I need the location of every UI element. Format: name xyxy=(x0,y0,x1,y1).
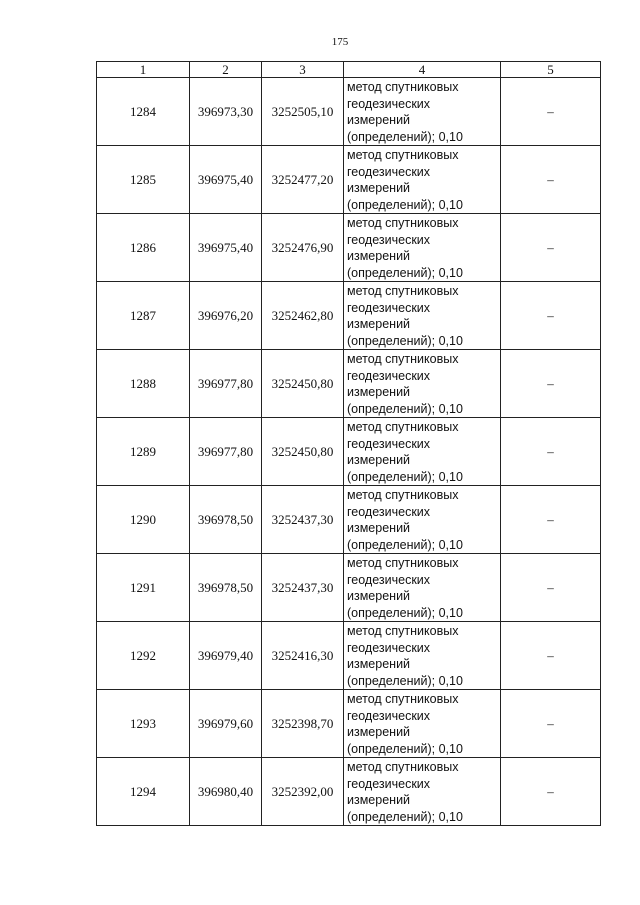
method-text-line: метод спутниковых xyxy=(347,556,459,570)
y-coordinate-cell: 3252398,70 xyxy=(262,690,344,758)
column-header-1: 1 xyxy=(97,62,190,78)
method-text-line: метод спутниковых xyxy=(347,488,459,502)
method-cell xyxy=(344,690,501,758)
method-text-line: метод спутниковых xyxy=(347,80,459,94)
note-cell: – xyxy=(501,486,601,554)
coordinates-table xyxy=(96,61,601,826)
method-text-line: измерений xyxy=(347,249,411,263)
method-cell xyxy=(344,418,501,486)
point-number-cell: 1288 xyxy=(97,350,190,418)
method-text-line: (определений); 0,10 xyxy=(347,401,463,416)
method-text-line: метод спутниковых xyxy=(347,352,459,366)
method-text-line: (определений); 0,10 xyxy=(347,265,463,280)
page-number: 175 xyxy=(331,36,349,48)
method-text-line: геодезических xyxy=(347,232,431,247)
method-text-line: измерений xyxy=(347,521,411,535)
y-coordinate-cell: 3252505,10 xyxy=(262,78,344,146)
y-coordinate-cell: 3252462,80 xyxy=(262,282,344,350)
method-cell xyxy=(344,486,501,554)
point-number-cell: 1292 xyxy=(97,622,190,690)
method-text-line: измерений xyxy=(347,589,411,603)
y-coordinate-cell: 3252477,20 xyxy=(262,146,344,214)
note-cell: – xyxy=(501,350,601,418)
x-coordinate-cell: 396973,30 xyxy=(190,78,262,146)
table-row xyxy=(97,690,601,758)
y-coordinate-cell: 3252437,30 xyxy=(262,486,344,554)
table-row xyxy=(97,486,601,554)
x-coordinate-cell: 396978,50 xyxy=(190,486,262,554)
point-number-cell: 1289 xyxy=(97,418,190,486)
point-number-cell: 1287 xyxy=(97,282,190,350)
table-header-row xyxy=(97,62,601,78)
method-cell xyxy=(344,758,501,826)
method-text-line: измерений xyxy=(347,453,411,467)
point-number-cell: 1291 xyxy=(97,554,190,622)
method-cell xyxy=(344,554,501,622)
method-text-line: измерений xyxy=(347,385,411,399)
column-header-2: 2 xyxy=(190,62,262,78)
method-text-line: (определений); 0,10 xyxy=(347,333,463,348)
table-row xyxy=(97,418,601,486)
note-cell: – xyxy=(501,214,601,282)
method-cell xyxy=(344,622,501,690)
column-header-5: 5 xyxy=(501,62,601,78)
table-row xyxy=(97,214,601,282)
table-row xyxy=(97,554,601,622)
method-text-line: измерений xyxy=(347,113,411,127)
method-text-line: (определений); 0,10 xyxy=(347,129,463,144)
method-text-line: (определений); 0,10 xyxy=(347,809,463,824)
point-number-cell: 1293 xyxy=(97,690,190,758)
note-cell: – xyxy=(501,554,601,622)
method-text-line: (определений); 0,10 xyxy=(347,605,463,620)
method-text-line: метод спутниковых xyxy=(347,216,459,230)
method-text-line: измерений xyxy=(347,793,411,807)
method-text-line: геодезических xyxy=(347,776,431,791)
table-row xyxy=(97,758,601,826)
method-text-line: геодезических xyxy=(347,504,431,519)
method-text-line: (определений); 0,10 xyxy=(347,469,463,484)
y-coordinate-cell: 3252450,80 xyxy=(262,418,344,486)
x-coordinate-cell: 396975,40 xyxy=(190,146,262,214)
point-number-cell: 1285 xyxy=(97,146,190,214)
table-row xyxy=(97,146,601,214)
method-text-line: геодезических xyxy=(347,368,431,383)
method-text-line: измерений xyxy=(347,181,411,195)
x-coordinate-cell: 396975,40 xyxy=(190,214,262,282)
note-cell: – xyxy=(501,146,601,214)
y-coordinate-cell: 3252450,80 xyxy=(262,350,344,418)
method-cell xyxy=(344,282,501,350)
x-coordinate-cell: 396977,80 xyxy=(190,418,262,486)
y-coordinate-cell: 3252476,90 xyxy=(262,214,344,282)
method-text-line: метод спутниковых xyxy=(347,760,459,774)
method-text-line: геодезических xyxy=(347,708,431,723)
method-cell xyxy=(344,350,501,418)
method-text-line: (определений); 0,10 xyxy=(347,537,463,552)
note-cell: – xyxy=(501,78,601,146)
x-coordinate-cell: 396979,40 xyxy=(190,622,262,690)
x-coordinate-cell: 396977,80 xyxy=(190,350,262,418)
method-text-line: геодезических xyxy=(347,96,431,111)
x-coordinate-cell: 396979,60 xyxy=(190,690,262,758)
note-cell: – xyxy=(501,418,601,486)
note-cell: – xyxy=(501,282,601,350)
table-row xyxy=(97,282,601,350)
x-coordinate-cell: 396976,20 xyxy=(190,282,262,350)
method-text-line: геодезических xyxy=(347,436,431,451)
point-number-cell: 1294 xyxy=(97,758,190,826)
method-text-line: (определений); 0,10 xyxy=(347,673,463,688)
method-cell xyxy=(344,78,501,146)
method-text-line: геодезических xyxy=(347,300,431,315)
method-text-line: метод спутниковых xyxy=(347,148,459,162)
table-body xyxy=(97,78,601,826)
method-cell xyxy=(344,214,501,282)
method-text-line: геодезических xyxy=(347,164,431,179)
method-text-line: (определений); 0,10 xyxy=(347,197,463,212)
point-number-cell: 1284 xyxy=(97,78,190,146)
table-row xyxy=(97,622,601,690)
point-number-cell: 1290 xyxy=(97,486,190,554)
note-cell: – xyxy=(501,690,601,758)
point-number-cell: 1286 xyxy=(97,214,190,282)
x-coordinate-cell: 396978,50 xyxy=(190,554,262,622)
method-text-line: метод спутниковых xyxy=(347,692,459,706)
column-header-4: 4 xyxy=(344,62,501,78)
method-text-line: измерений xyxy=(347,657,411,671)
table-row xyxy=(97,350,601,418)
method-text-line: метод спутниковых xyxy=(347,420,459,434)
y-coordinate-cell: 3252437,30 xyxy=(262,554,344,622)
method-text-line: измерений xyxy=(347,317,411,331)
method-text-line: геодезических xyxy=(347,640,431,655)
method-text-line: метод спутниковых xyxy=(347,624,459,638)
note-cell: – xyxy=(501,622,601,690)
method-text-line: измерений xyxy=(347,725,411,739)
column-header-3: 3 xyxy=(262,62,344,78)
y-coordinate-cell: 3252392,00 xyxy=(262,758,344,826)
method-text-line: геодезических xyxy=(347,572,431,587)
y-coordinate-cell: 3252416,30 xyxy=(262,622,344,690)
note-cell: – xyxy=(501,758,601,826)
x-coordinate-cell: 396980,40 xyxy=(190,758,262,826)
method-cell xyxy=(344,146,501,214)
method-text-line: (определений); 0,10 xyxy=(347,741,463,756)
table-row xyxy=(97,78,601,146)
method-text-line: метод спутниковых xyxy=(347,284,459,298)
